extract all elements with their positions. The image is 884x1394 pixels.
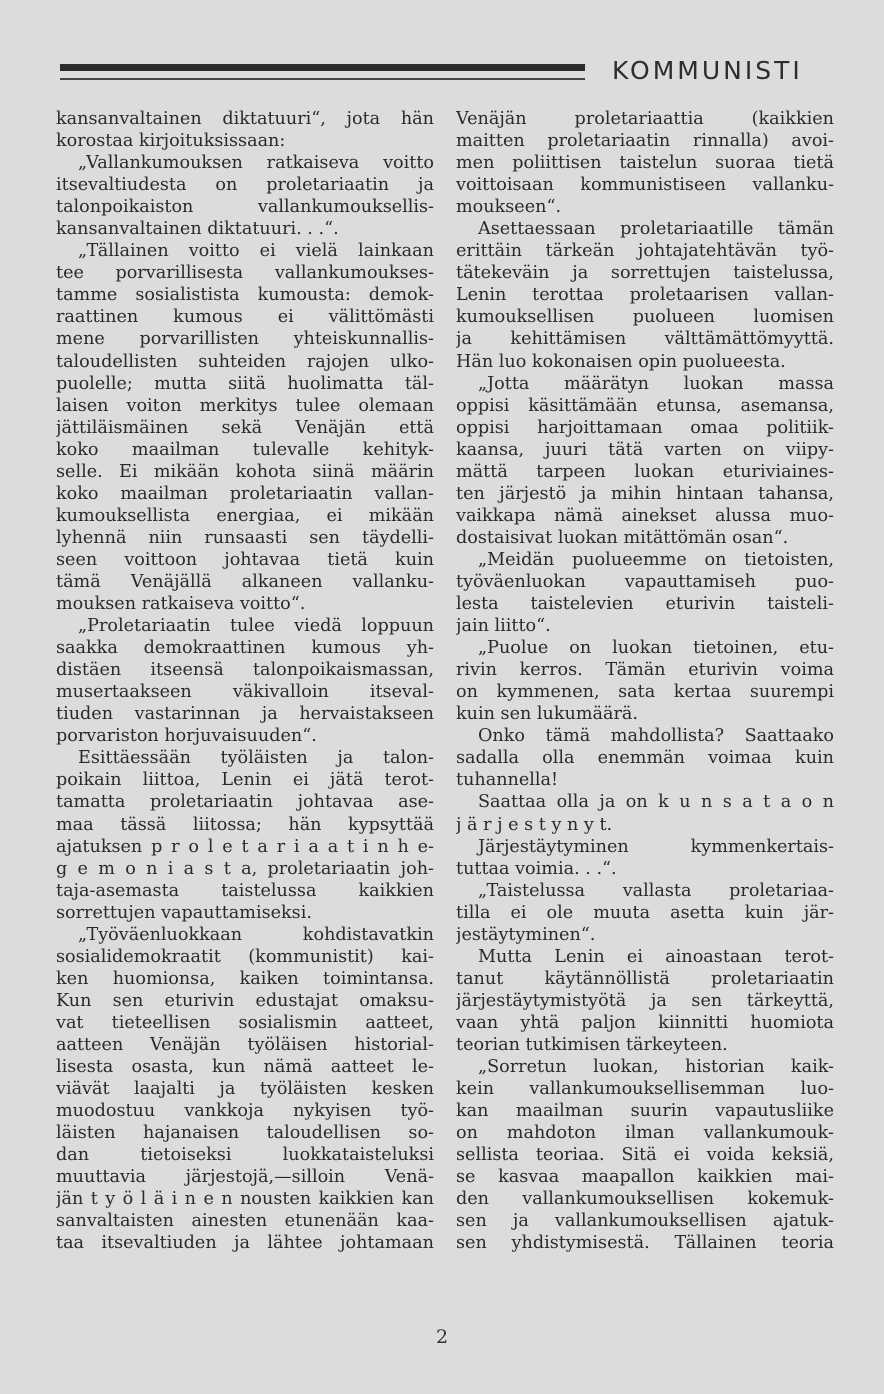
text-line: ja kehittämisen välttämättömyyttä.	[456, 329, 834, 350]
text-line: voittoisaan kommunistiseen vallanku-	[456, 175, 834, 196]
text-line: vaan yhtä paljon kiinnitti huomiota	[456, 1012, 834, 1033]
text-line: moukseen“.	[456, 197, 562, 218]
text-line: „Proletariaatin tulee viedä loppuun	[78, 616, 434, 637]
text-line: puolelle; mutta siitä huolimatta täl-	[56, 373, 434, 394]
text-line: oppisi harjoittamaan omaa politiik-	[456, 417, 834, 438]
text-line: on mahdoton ilman vallankumouk-	[456, 1123, 834, 1144]
page-number: 2	[435, 1326, 449, 1348]
text-line: „Sorretun luokan, historian kaik-	[478, 1057, 834, 1078]
text-line: taa itsevaltiuden ja lähtee johtamaan	[56, 1233, 434, 1254]
text-line: Hän luo kokonaisen opin puolueesta.	[456, 351, 786, 372]
text-line: Venäjän proletariaattia (kaikkien	[456, 109, 834, 129]
text-line: kumouksellisen puolueen luomisen	[456, 307, 834, 328]
text-line: poikain liittoa, Lenin ei jätä terot-	[56, 770, 434, 791]
text-line: sorrettujen vapauttamiseksi.	[56, 902, 312, 923]
text-line: Järjestäytyminen kymmenkertais-	[478, 836, 834, 857]
text-line: g e m o n i a s t a, proletariaatin joh-	[56, 858, 434, 879]
text-line: kan maailman suurin vapautusliike	[456, 1101, 834, 1122]
text-line: distäen itseensä talonpoikaismassan,	[56, 660, 434, 681]
text-line: Asettaessaan proletariaatille tämän	[478, 219, 834, 240]
text-line: rivin kerros. Tämän eturivin voima	[456, 660, 834, 681]
text-line: „Jotta määrätyn luokan massa	[478, 373, 834, 394]
text-line: tuttaa voimia. . .“.	[456, 858, 617, 879]
text-line: seen voittoon johtavaa tietä kuin	[56, 549, 434, 570]
text-line: ken huomionsa, kaiken toimintansa.	[56, 968, 434, 989]
text-line: koko maailman tulevalle kehityk-	[56, 439, 434, 460]
text-line: tee porvarillisesta vallankumoukses-	[56, 263, 434, 284]
text-line: musertaakseen väkivalloin itseval-	[56, 682, 434, 703]
text-line: ten järjestö ja mihin hintaan tahansa,	[456, 483, 834, 504]
text-line: itsevaltiudesta on proletariaatin ja	[56, 175, 434, 196]
text-line: „Tällainen voitto ei vielä lainkaan	[78, 241, 434, 262]
header-rule-thick	[60, 64, 585, 71]
text-line: aatteen Venäjän työläisen historial-	[56, 1034, 434, 1055]
text-line: korostaa kirjoituksissaan:	[56, 131, 286, 152]
text-line: on kymmenen, sata kertaa suurempi	[456, 682, 834, 703]
text-line: muuttavia järjestojä,—silloin Venä-	[56, 1167, 434, 1188]
text-line: „Taistelussa vallasta proletariaa-	[478, 880, 834, 901]
right-text-column	[456, 108, 834, 1254]
text-line: sosialidemokraatit (kommunistit) kai-	[56, 946, 434, 967]
text-line: työväenluokan vapauttamiseh puo-	[456, 571, 834, 592]
text-line: Mutta Lenin ei ainoastaan terot-	[478, 946, 834, 967]
text-line: Onko tämä mahdollista? Saattaako	[478, 726, 834, 747]
text-line: lesta taistelevien eturivin taisteli-	[456, 594, 834, 615]
text-line: maa tässä liitossa; hän kypsyttää	[56, 814, 434, 835]
text-line: koko maailman proletariaatin vallan-	[56, 483, 434, 504]
text-line: den vallankumouksellisen kokemuk-	[456, 1189, 834, 1210]
text-line: tätekeväin ja sorrettujen taistelussa,	[456, 263, 834, 284]
left-text-column	[56, 108, 434, 1254]
text-line: dan tietoiseksi luokkataisteluksi	[56, 1145, 434, 1166]
text-line: taja-asemasta taistelussa kaikkien	[56, 880, 434, 901]
text-line: men poliittisen taistelun suoraa tietä	[456, 153, 834, 174]
text-line: Saattaa olla ja on k u n s a t a o n	[478, 792, 834, 813]
header-rule-thin	[60, 78, 585, 80]
text-line: tämä Venäjällä alkaneen vallanku-	[56, 571, 434, 592]
text-line: porvariston horjuvaisuuden“.	[56, 726, 317, 747]
text-line: tuhannella!	[456, 770, 559, 791]
text-line: kansanvaltainen diktatuuri. . .“.	[56, 219, 339, 240]
text-line: vaikkapa nämä ainekset alussa muo-	[456, 505, 834, 526]
text-line: taloudellisten suhteiden rajojen ulko-	[56, 351, 434, 372]
text-line: tiuden vastarinnan ja hervaistakseen	[56, 704, 434, 725]
text-line: viävät laajalti ja työläisten kesken	[56, 1079, 434, 1100]
text-line: sanvaltaisten ainesten etunenään kaa-	[56, 1211, 434, 1232]
text-line: raattinen kumous ei välittömästi	[56, 307, 434, 328]
text-line: muodostuu vankkoja nykyisen työ-	[56, 1101, 434, 1122]
text-line: Kun sen eturivin edustajat omaksu-	[56, 990, 434, 1011]
text-line: mouksen ratkaiseva voitto“.	[56, 594, 306, 615]
text-line: sadalla olla enemmän voimaa kuin	[456, 748, 834, 769]
text-line: kumouksellista energiaa, ei mikään	[56, 505, 434, 526]
text-line: jain liitto“.	[456, 616, 551, 637]
text-line: tanut käytännöllistä proletariaatin	[456, 968, 834, 989]
text-line: Esittäessään työläisten ja talon-	[78, 748, 434, 769]
text-line: kaansa, juuri tätä varten on viipy-	[456, 439, 834, 460]
text-line: tamatta proletariaatin johtavaa ase-	[56, 792, 434, 813]
text-line: maitten proletariaatin rinnalla) avoi-	[456, 131, 834, 152]
text-line: jättiläismäinen sekä Venäjän että	[56, 417, 434, 438]
text-line: kansanvaltainen diktatuuri“, jota hän	[56, 109, 434, 129]
text-line: „Työväenluokkaan kohdistavatkin	[78, 924, 434, 945]
text-line: tilla ei ole muuta asetta kuin jär-	[456, 902, 834, 923]
text-line: kuin sen lukumäärä.	[456, 704, 639, 725]
text-line: ajatuksen p r o l e t a r i a a t i n h e-	[56, 836, 434, 857]
text-line: laisen voiton merkitys tulee olemaan	[56, 395, 434, 416]
text-line: dostaisivat luokan mitättömän osan“.	[456, 527, 789, 548]
text-line: kein vallankumouksellisemman luo-	[456, 1079, 834, 1100]
text-line: erittäin tärkeän johtajatehtävän työ-	[456, 241, 834, 262]
text-line: jestäytyminen“.	[456, 924, 596, 945]
text-line: oppisi käsittämään etunsa, asemansa,	[456, 395, 834, 416]
text-line: „Vallankumouksen ratkaiseva voitto	[78, 153, 434, 174]
text-line: tamme sosialistista kumousta: demok-	[56, 285, 434, 306]
text-line: „Meidän puolueemme on tietoisten,	[478, 549, 834, 570]
text-line: vat tieteellisen sosialismin aatteet,	[56, 1012, 434, 1033]
text-line: jän t y ö l ä i n e n nousten kaikkien kan	[56, 1189, 434, 1210]
text-line: sellista teoriaa. Sitä ei voida keksiä,	[456, 1145, 834, 1166]
text-line: mättä tarpeen luokan eturiviaines-	[456, 461, 834, 482]
running-header-title: KOMMUNISTI	[612, 56, 803, 85]
text-line: talonpoikaiston vallankumouksellis-	[56, 197, 434, 218]
text-line: selle. Ei mikään kohota siinä määrin	[56, 461, 434, 482]
text-line: Lenin terottaa proletaarisen vallan-	[456, 285, 834, 306]
text-line: saakka demokraattinen kumous yh-	[56, 638, 434, 659]
text-line: mene porvarillisten yhteiskunnallis-	[56, 329, 434, 350]
text-line: teorian tutkimisen tärkeyteen.	[456, 1034, 728, 1055]
text-line: järjestäytymistyötä ja sen tärkeyttä,	[456, 990, 834, 1011]
text-line: sen yhdistymisestä. Tällainen teoria	[456, 1233, 834, 1254]
text-line: lyhennä niin runsaasti sen täydelli-	[56, 527, 434, 548]
text-line: se kasvaa maapallon kaikkien mai-	[456, 1167, 834, 1188]
text-line: läisten hajanaisen taloudellisen so-	[56, 1123, 434, 1144]
text-line: „Puolue on luokan tietoinen, etu-	[478, 638, 834, 659]
text-line: lisesta osasta, kun nämä aatteet le-	[56, 1057, 434, 1078]
text-line: j ä r j e s t y n y t.	[456, 814, 613, 835]
text-line: sen ja vallankumouksellisen ajatuk-	[456, 1211, 834, 1232]
